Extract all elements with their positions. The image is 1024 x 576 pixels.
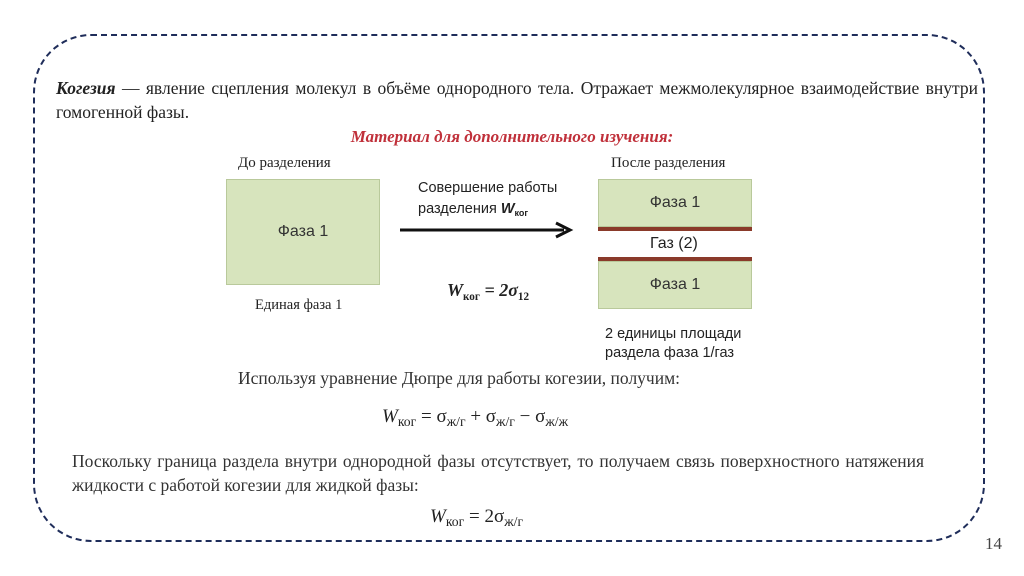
eq1-s3: ж/ж (545, 414, 569, 430)
arrow-caption-W: W (500, 201, 515, 217)
eq1-W-sub: ког (397, 414, 417, 430)
cohesion-equation (430, 506, 523, 530)
eq2-s1: ж/г (504, 514, 524, 530)
formula-w-cohesion (447, 280, 529, 303)
eq1-plus: + σ (465, 406, 497, 427)
eq1-eq: = σ (416, 406, 447, 427)
formula-W-sub: ког (463, 290, 480, 303)
phase-before-label: Фаза 1 (277, 223, 329, 240)
before-label: До разделения (238, 155, 331, 171)
page-number: 14 (985, 534, 1002, 553)
process-arrow-icon (398, 220, 576, 240)
eq2-W-sub: ког (445, 514, 465, 530)
phase-before-box (226, 179, 380, 285)
formula-rhs-sub: 12 (517, 290, 530, 303)
units-caption-line1: 2 единицы площади (605, 326, 742, 342)
phase-after-bottom-label: Фаза 1 (649, 276, 701, 293)
dupre-equation (382, 406, 568, 430)
eq2-eq: = 2σ (464, 506, 505, 527)
arrow-caption (418, 178, 557, 224)
phase-after-bottom-box (598, 261, 752, 309)
eq1-s2: ж/г (496, 414, 515, 430)
arrow-caption-line2: разделения (418, 201, 497, 217)
units-caption (605, 325, 741, 363)
eq1-s1: ж/г (446, 414, 466, 430)
dupre-text: Используя уравнение Дюпре для работы когезии, получим: (238, 368, 681, 388)
formula-W: W (447, 280, 464, 300)
after-label: После разделения (611, 155, 726, 171)
single-phase-caption: Единая фаза 1 (255, 297, 343, 313)
phase-after-top-label: Фаза 1 (649, 194, 701, 211)
phase-after-top-box (598, 179, 752, 227)
definition-text: — явление сцепления молекул в объёме однородного тела. Отражает межмолекулярное взаимодействие внутри гомогенной фазы. (56, 78, 978, 122)
cohesion-definition (56, 76, 978, 124)
conclusion-text: Поскольку граница раздела внутри однородной фазы отсутствует, то получаем связь поверхностного натяжения жидкости с работой когезии для жидкой фазы: (72, 451, 924, 495)
arrow-caption-sub: ког (514, 208, 529, 219)
arrow-caption-line1: Совершение работы (418, 180, 558, 196)
eq1-W: W (382, 406, 398, 427)
formula-rhs: = 2σ (479, 280, 518, 300)
gas-label: Газ (2) (650, 235, 698, 252)
extra-material-title: Материал для дополнительного изучения: (350, 127, 674, 146)
interface-line-top (598, 227, 752, 231)
eq1-minus: − σ (514, 406, 546, 427)
units-caption-line2: раздела фаза 1/газ (605, 345, 735, 361)
term-cohesion: Когезия (56, 78, 116, 98)
eq2-W: W (430, 506, 446, 527)
